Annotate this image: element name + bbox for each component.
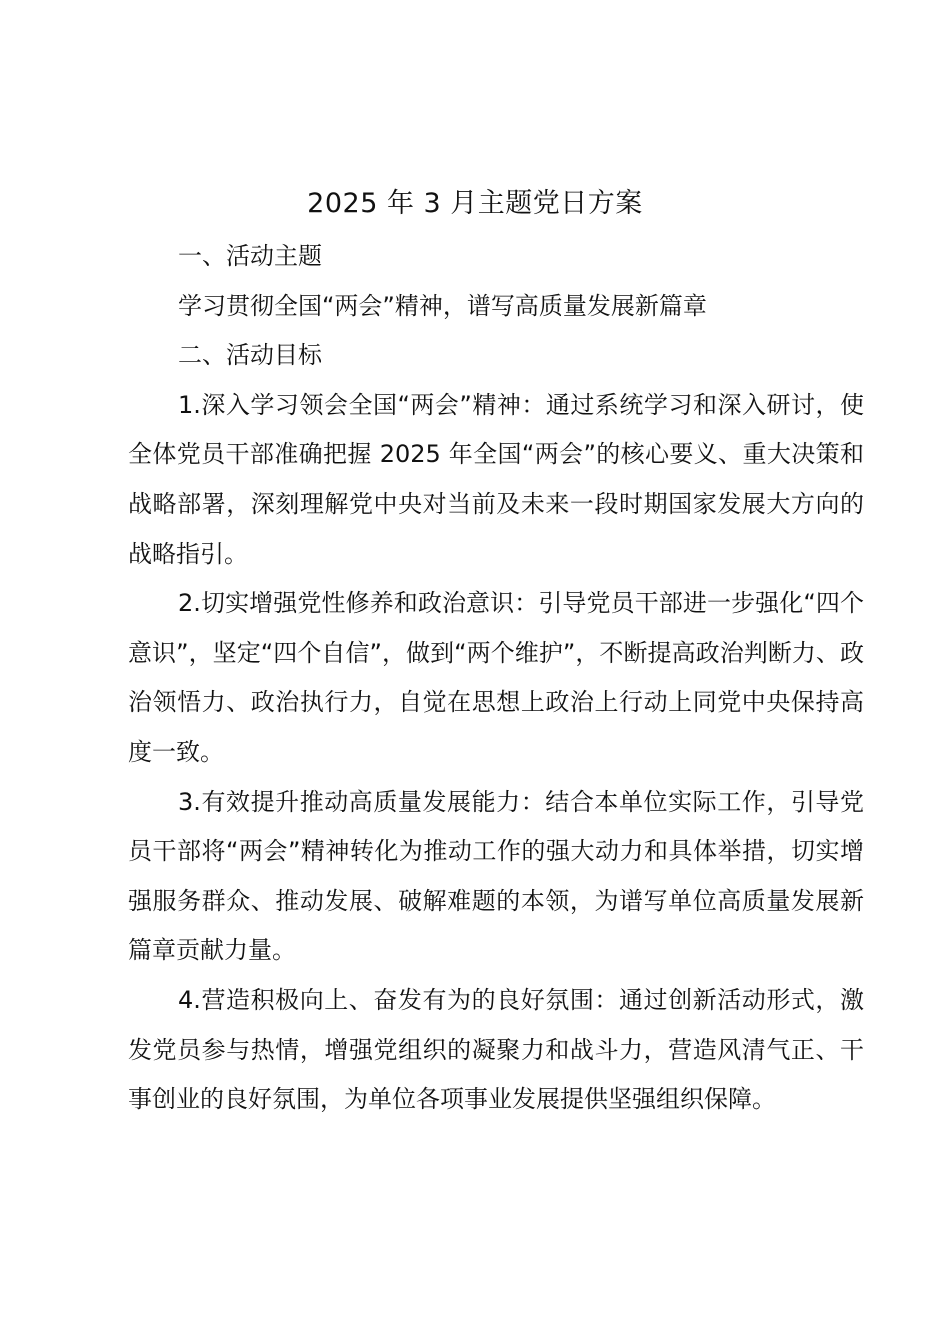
section-heading-goals: 二、活动目标 (178, 341, 322, 370)
document-title: 2025 年 3 月主题党日方案 (307, 188, 643, 219)
document-body (128, 232, 864, 1125)
section-heading-theme: 一、活动主题 (178, 242, 322, 270)
goal-paragraph-1: 1.深入学习领会全国“两会”精神：通过系统学习和深入研讨，使全体党员干部准确把握 2025 年全国“两会”的核心要义、重大决策和战略部署，深刻理解党中央对当前及未来一段时期国家发展大方向的战略指引。 (128, 390, 864, 568)
goal-paragraph-3: 3.有效提升推动高质量发展能力：结合本单位实际工作，引导党员干部将“两会”精神转化为推动工作的强大动力和具体举措，切实增强服务群众、推动发展、破解难题的本领，为谱写单位高质量发展新篇章贡献力量。 (128, 787, 864, 965)
goal-paragraph-2: 2.切实增强党性修养和政治意识：引导党员干部进一步强化“四个意识”，坚定“四个自信”，做到“两个维护”，不断提高政治判断力、政治领悟力、政治执行力，自觉在思想上政治上行动上同党中央保持高度一致。 (128, 589, 864, 766)
goal-paragraph-4: 4.营造积极向上、奋发有为的良好氛围：通过创新活动形式，激发党员参与热情，增强党组织的凝聚力和战斗力，营造风清气正、干事创业的良好氛围，为单位各项事业发展提供坚强组织保障。 (128, 985, 864, 1114)
activity-theme-text: 学习贯彻全国“两会”精神，谱写高质量发展新篇章 (178, 291, 707, 320)
